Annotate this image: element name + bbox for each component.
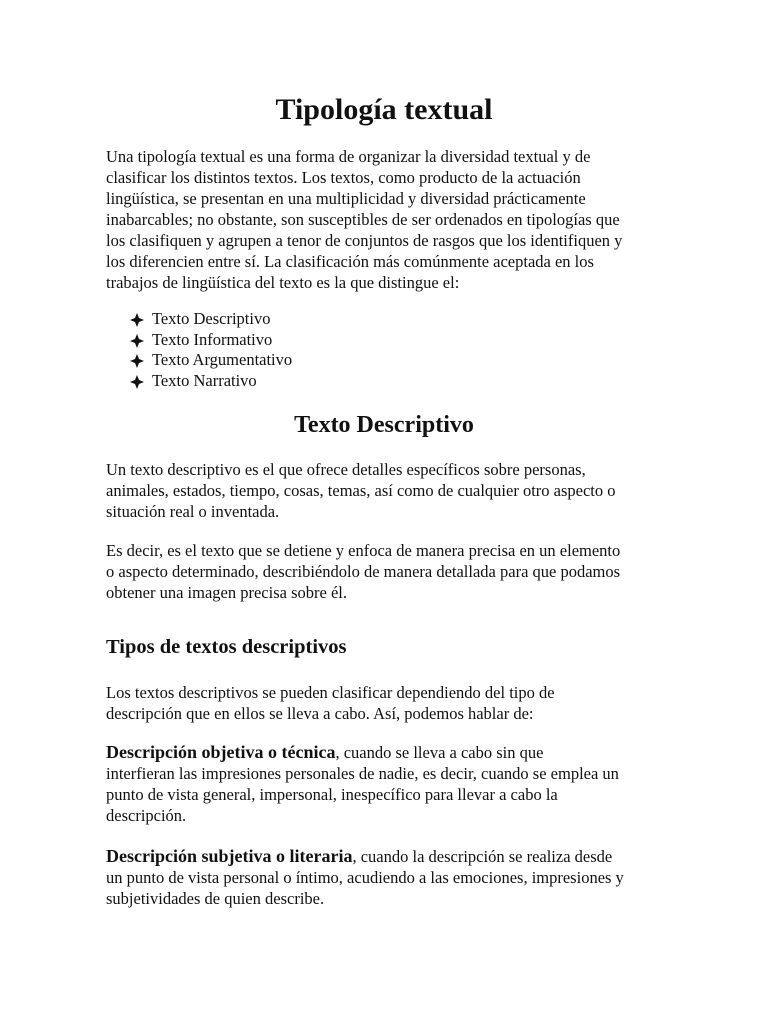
types-intro-paragraph [106, 682, 662, 724]
list-item [130, 309, 292, 330]
paragraph-line: obtener una imagen precisa sobre él. [106, 583, 347, 602]
paragraph-line: Un texto descriptivo es el que ofrece detalles específicos sobre personas, [106, 460, 586, 479]
descriptive-paragraph-1 [106, 459, 662, 522]
paragraph-line: descripción que en ellos se lleva a cabo. Así, podemos hablar de: [106, 704, 534, 723]
list-item-label: Texto Argumentativo [152, 350, 293, 369]
list-item [130, 350, 292, 371]
descriptive-paragraph-2 [106, 540, 662, 603]
intro-line: inabarcables; no obstante, son susceptibles de ser ordenados en tipologías que [106, 210, 620, 229]
subsection-title: Tipos de textos descriptivos [106, 636, 347, 658]
subjective-description-term: Descripción subjetiva o literaria [106, 846, 353, 866]
intro-line: trabajos de lingüística del texto es la que distingue el: [106, 273, 460, 292]
paragraph-line [106, 846, 662, 867]
subjective-description-paragraph [106, 846, 662, 909]
paragraph-line: Es decir, es el texto que se detiene y enfoca de manera precisa en un elemento [106, 541, 621, 560]
list-item-label: Texto Narrativo [152, 370, 257, 390]
list-item [130, 371, 292, 392]
objective-description-paragraph [106, 742, 662, 826]
paragraph-line [106, 742, 662, 763]
paragraph-line: subjetividades de quien describe. [106, 889, 325, 908]
diamond-bullet-icon [130, 333, 144, 347]
paragraph-line: animales, estados, tiempo, cosas, temas, así como de cualquier otro aspecto o [106, 481, 616, 500]
list-item-label: Texto Descriptivo [152, 309, 271, 328]
intro-line: Una tipología textual es una forma de organizar la diversidad textual y de [106, 147, 591, 166]
paragraph-line: punto de vista general, impersonal, inespecífico para llevar a cabo la [106, 785, 558, 804]
intro-line: los diferencien entre sí. La clasificación más comúnmente aceptada en los [106, 252, 594, 271]
subjective-description-rest: , cuando la descripción se realiza desde [352, 847, 613, 866]
intro-line: clasificar los distintos textos. Los textos, como producto de la actuación [106, 168, 581, 187]
intro-paragraph [106, 146, 662, 293]
section-title: Texto Descriptivo [294, 412, 474, 438]
paragraph-line: un punto de vista personal o íntimo, acudiendo a las emociones, impresiones y [106, 868, 624, 887]
text-types-list [130, 309, 292, 391]
diamond-bullet-icon [130, 374, 144, 388]
paragraph-line: o aspecto determinado, describiéndolo de manera detallada para que podamos [106, 562, 621, 581]
paragraph-line: situación real o inventada. [106, 502, 280, 521]
objective-description-term: Descripción objetiva o técnica [106, 742, 336, 762]
diamond-bullet-icon [130, 353, 144, 367]
list-item [130, 330, 292, 351]
diamond-bullet-icon [130, 312, 144, 326]
list-item-label: Texto Informativo [152, 329, 273, 349]
objective-description-rest: , cuando se lleva a cabo sin que [335, 743, 544, 762]
paragraph-line: Los textos descriptivos se pueden clasificar dependiendo del tipo de [106, 683, 555, 702]
intro-line: los clasifiquen y agrupen a tenor de conjuntos de rasgos que los identifiquen y [106, 231, 623, 250]
paragraph-line: interfieran las impresiones personales de nadie, es decir, cuando se emplea un [106, 764, 619, 783]
intro-line: lingüística, se presentan en una multiplicidad y diversidad prácticamente [106, 189, 586, 208]
page-title: Tipología textual [275, 93, 493, 126]
paragraph-line: descripción. [106, 806, 187, 825]
